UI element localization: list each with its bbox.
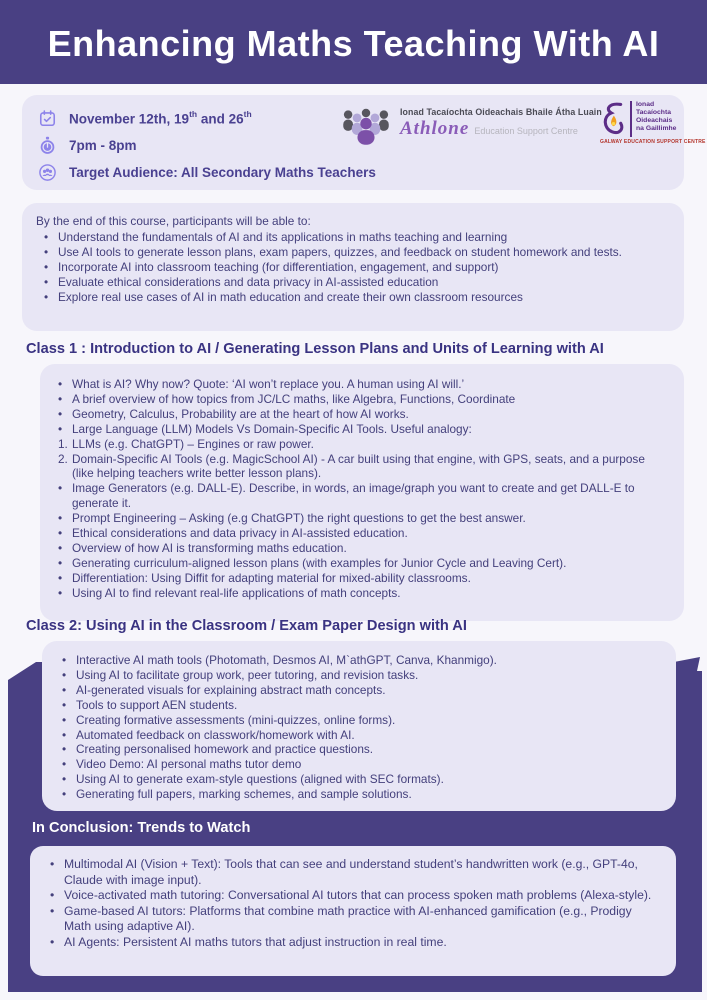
- class1-heading: Class 1 : Introduction to AI / Generating Lesson Plans and Units of Learning with AI: [26, 341, 604, 357]
- list-item: [36, 290, 666, 305]
- item-text: Tools to support AEN students.: [76, 697, 238, 712]
- bullet-marker: •: [44, 230, 49, 244]
- item-text: Automated feedback on classwork/homework with AI.: [76, 727, 355, 742]
- item-text: Image Generators (e.g. DALL-E). Describe, in words, an image/graph you want to create and get DALL-E to generate it.: [72, 481, 635, 511]
- list-item: [50, 571, 668, 586]
- list-item: [50, 377, 668, 392]
- list-item: [54, 713, 660, 728]
- item-text: Using AI to find relevant real-life applications of math concepts.: [72, 585, 401, 600]
- bullet-marker: •: [58, 585, 63, 600]
- item-text: Video Demo: AI personal maths tutor demo: [76, 757, 302, 772]
- class1-card: [40, 364, 684, 621]
- bullet-marker: •: [62, 772, 67, 787]
- bullet-marker: •: [62, 727, 67, 742]
- galway-line: na Gaillimhe: [636, 125, 677, 132]
- event-time: 7pm - 8pm: [69, 137, 137, 153]
- item-text: Explore real use cases of AI in math education and create their own classroom resources: [58, 290, 523, 304]
- item-text: AI-generated visuals for explaining abstract math concepts.: [76, 682, 386, 697]
- item-text: Interactive AI math tools (Photomath, Desmos AI, M`athGPT, Canva, Khanmigo).: [76, 653, 497, 667]
- list-item: [50, 556, 668, 571]
- bullet-marker: •: [58, 540, 63, 555]
- list-item: [54, 772, 660, 787]
- item-text: Prompt Engineering – Asking (e.g ChatGPT) the right questions to get the best answer.: [72, 511, 526, 526]
- list-item: [54, 787, 660, 802]
- conclusion-heading: In Conclusion: Trends to Watch: [32, 820, 251, 836]
- item-text: Ethical considerations and data privacy in AI-assisted education.: [72, 526, 408, 541]
- list-item: [50, 407, 668, 422]
- galway-line: Tacaíochta: [636, 109, 672, 116]
- list-item: [42, 857, 660, 888]
- bullet-marker: •: [50, 934, 55, 949]
- item-text: Using AI to facilitate group work, peer tutoring, and revision tasks.: [76, 667, 419, 682]
- conclusion-card: [30, 846, 676, 976]
- item-text: Incorporate AI into classroom teaching (for differentiation, engagement, and support): [58, 260, 499, 274]
- list-item: [50, 511, 668, 526]
- item-text: Creating personalised homework and practice questions.: [76, 742, 374, 757]
- item-text: Geometry, Calculus, Probability are at the heart of how AI works.: [72, 406, 409, 421]
- galway-line: Ionad: [636, 101, 655, 108]
- list-item: [36, 230, 666, 245]
- item-text: Using AI to generate exam-style questions (aligned with SEC formats).: [76, 772, 444, 787]
- list-item: [54, 668, 660, 683]
- class2-heading: Class 2: Using AI in the Classroom / Exam Paper Design with AI: [26, 618, 467, 634]
- list-item: [36, 245, 666, 260]
- athlone-logo-text: [400, 107, 602, 140]
- list-item: [54, 742, 660, 757]
- bullet-marker: •: [50, 888, 55, 903]
- event-audience: Target Audience: All Secondary Maths Teachers: [69, 164, 376, 180]
- bullet-marker: •: [58, 391, 63, 406]
- class1-list: [50, 377, 668, 601]
- bullet-marker: •: [58, 421, 63, 436]
- list-item: [50, 437, 668, 452]
- conclusion-list: [42, 857, 660, 951]
- bullet-marker: •: [58, 481, 63, 496]
- item-text: A brief overview of how topics from JC/LC maths, like Algebra, Functions, Coordinate: [72, 391, 516, 406]
- list-item: [42, 888, 660, 904]
- list-item: [50, 541, 668, 556]
- bullet-marker: •: [58, 555, 63, 570]
- item-text: Overview of how AI is transforming maths education.: [72, 540, 347, 555]
- list-item: [50, 586, 668, 601]
- item-text: Understand the fundamentals of AI and its applications in maths teaching and learning: [58, 230, 508, 244]
- bullet-marker: •: [44, 245, 49, 259]
- item-text: LLMs (e.g. ChatGPT) – Engines or raw power.: [72, 436, 314, 451]
- bullet-marker: •: [44, 260, 49, 274]
- list-item: [50, 392, 668, 407]
- bullet-marker: •: [62, 653, 67, 667]
- bullet-marker: •: [50, 857, 55, 871]
- item-text: Generating curriculum-aligned lesson plans (with examples for Junior Cycle and Leaving Cert).: [72, 555, 567, 570]
- list-item: [42, 904, 660, 935]
- bullet-marker: •: [44, 275, 49, 289]
- timer-icon: [38, 136, 57, 155]
- item-text: Domain-Specific AI Tools (e.g. MagicSchool AI) - A car built using that engine, with GPS, seats, and a purpose (like helping teachers write better lesson plans).: [72, 451, 645, 481]
- item-text: Voice-activated math tutoring: Conversational AI tutors that can process spoken math problems (Alexa-style).: [64, 888, 652, 903]
- galway-caption: GALWAY EDUCATION SUPPORT CENTRE: [600, 139, 706, 145]
- bullet-marker: •: [50, 903, 55, 918]
- athlone-people-icon: [340, 107, 392, 145]
- bullet-marker: •: [44, 290, 49, 304]
- bullet-marker: 1.: [58, 436, 68, 451]
- list-item: [50, 422, 668, 437]
- item-text: Differentiation: Using Diffit for adapting material for mixed-ability classrooms.: [72, 570, 471, 585]
- bullet-marker: 2.: [58, 451, 68, 466]
- athlone-brand: Athlone: [400, 118, 470, 139]
- list-item: [50, 481, 668, 511]
- list-item: [54, 757, 660, 772]
- class2-list: [54, 653, 660, 802]
- list-item: [50, 526, 668, 541]
- item-text: AI Agents: Persistent AI maths tutors that adjust instruction in real time.: [64, 934, 447, 949]
- bullet-marker: •: [62, 697, 67, 712]
- bullet-marker: •: [62, 787, 67, 802]
- galway-line: Oideachais: [636, 117, 673, 124]
- event-card: [22, 95, 706, 190]
- bullet-marker: •: [58, 511, 63, 526]
- page-title: Enhancing Maths Teaching With AI: [47, 23, 660, 64]
- class2-card: [42, 641, 676, 811]
- bullet-marker: •: [58, 377, 63, 391]
- bullet-marker: •: [62, 757, 67, 772]
- list-item: [54, 653, 660, 668]
- calendar-icon: [38, 109, 57, 128]
- bullet-marker: •: [58, 406, 63, 421]
- bullet-marker: •: [62, 667, 67, 682]
- item-text: Use AI tools to generate lesson plans, exam papers, quizzes, and feedback on student homework and tests.: [58, 245, 622, 259]
- list-item: [36, 275, 666, 290]
- galway-logo: [600, 101, 706, 145]
- item-text: What is AI? Why now? Quote: ‘AI won’t replace you. A human using AI will.’: [72, 377, 465, 391]
- outcomes-intro: By the end of this course, participants will be able to:: [36, 214, 311, 228]
- item-text: Game-based AI tutors: Platforms that combine math practice with AI-enhanced gamification (e.g., Prodigy Math using adaptive AI).: [64, 903, 632, 934]
- outcomes-list: [36, 230, 666, 305]
- list-item: [36, 260, 666, 275]
- bullet-marker: •: [62, 712, 67, 727]
- list-item: [54, 683, 660, 698]
- galway-glyph-icon: [600, 101, 626, 137]
- list-item: [42, 935, 660, 951]
- outcomes-card: [22, 203, 684, 331]
- page-header: [0, 0, 707, 84]
- item-text: Evaluate ethical considerations and data privacy in AI-assisted education: [58, 275, 439, 289]
- bullet-marker: •: [58, 570, 63, 585]
- galway-divider: [630, 101, 632, 137]
- item-text: Creating formative assessments (mini-quizzes, online forms).: [76, 712, 396, 727]
- event-audience-row: [38, 160, 672, 184]
- audience-icon: [38, 163, 57, 182]
- item-text: Generating full papers, marking schemes, and sample solutions.: [76, 787, 412, 802]
- galway-org-name: [636, 101, 676, 137]
- event-date: November 12th, 19th and 26th: [69, 108, 252, 127]
- item-text: Large Language (LLM) Models Vs Domain-Specific AI Tools. Useful analogy:: [72, 421, 472, 436]
- athlone-org-name: Ionad Tacaíochta Oideachais Bhaile Átha Luain: [400, 107, 602, 117]
- athlone-caption: Education Support Centre: [474, 126, 578, 136]
- bullet-marker: •: [58, 526, 63, 541]
- athlone-logo: [340, 107, 602, 145]
- item-text: Multimodal AI (Vision + Text): Tools that can see and understand student’s handwritten work (e.g., GPT-4o, Claude with image input).: [64, 857, 638, 887]
- bullet-marker: •: [62, 682, 67, 697]
- list-item: [50, 452, 668, 482]
- list-item: [54, 698, 660, 713]
- bullet-marker: •: [62, 742, 67, 757]
- list-item: [54, 728, 660, 743]
